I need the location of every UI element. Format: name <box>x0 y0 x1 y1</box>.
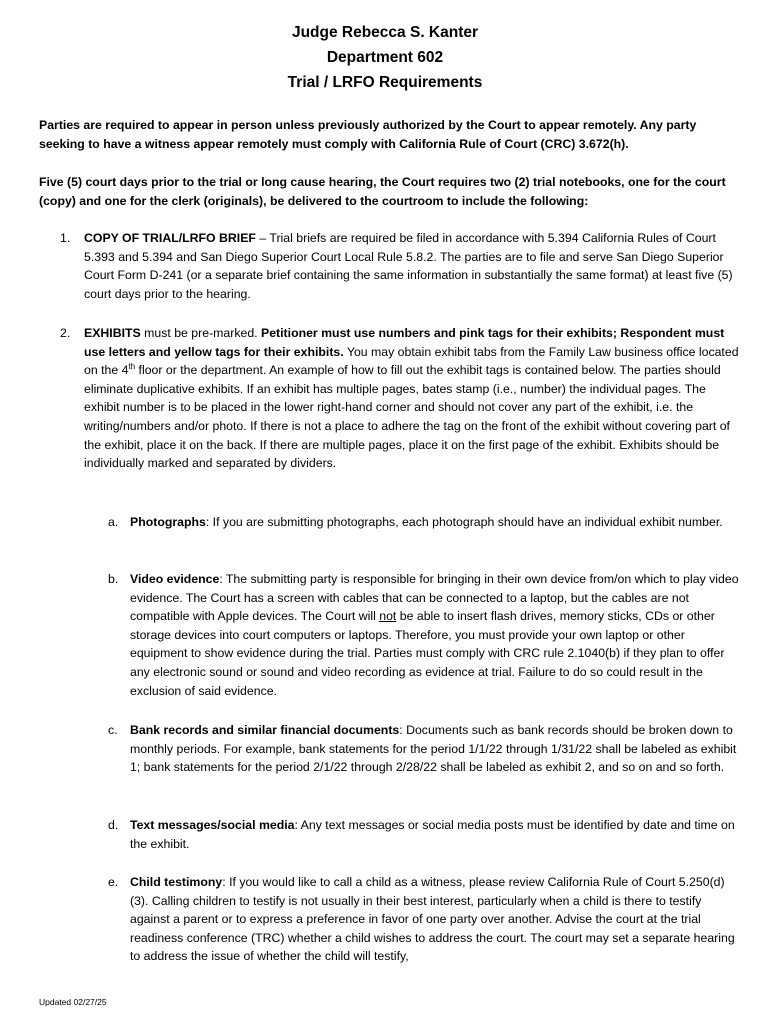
subitem-letter: e. <box>108 875 119 889</box>
subitem-child-testimony <box>130 873 742 966</box>
subitem-photographs <box>130 513 742 532</box>
page-title: Trial / LRFO Requirements <box>287 74 483 91</box>
subitem-text: : Any text messages or social media posts must be identified by date and time on the exhibit. <box>130 818 735 851</box>
subitem-letter: c. <box>108 723 118 737</box>
notebooks-paragraph: Five (5) court days prior to the trial or long cause hearing, the Court requires two (2) trial notebooks, one for the court (copy) and one for the clerk (originals), be delivered to the courtroom to include the following: <box>39 175 726 208</box>
subitem-letter: d. <box>108 818 119 832</box>
list-item-exhibits <box>84 324 740 473</box>
subitem-text: : Documents such as bank records should be broken down to monthly periods. For example, bank statements for the period 1/1/22 through 1/31/22 shall be labeled as exhibit 1; bank statements for the period 2/1/22 through 2/28/22 shall be labeled as exhibit 2, and so on and so forth. <box>130 723 737 775</box>
appearance-paragraph: Parties are required to appear in person unless previously authorized by the Court to appear remotely. Any party seeking to have a witness appear remotely must comply with California Rule of Court (CRC) 3.672(h). <box>39 118 697 151</box>
department: Department 602 <box>326 49 444 66</box>
item-text: – Trial briefs are required be filed in accordance with 5.394 California Rules of Court 5.393 and 5.394 and San Diego Superior Court Local Rule 5.8.2. The parties are to file and serve San Diego Superior Court Form D-241 (or a separate brief containing the same information in substantially the same format) at least five (5) court days prior to the hearing. <box>84 231 733 301</box>
subitem-text: : The submitting party is responsible for bringing in their own device from/on which to play video evidence. The Court has a screen with cables that can be connected to a laptop, but the cables are not compatible with Apple devices. The Court will <box>130 572 739 624</box>
subitem-text-messages <box>130 816 742 853</box>
superscript: th <box>128 362 136 372</box>
judge-name: Judge Rebecca S. Kanter <box>291 24 479 41</box>
item-text: floor or the department. An example of how to fill out the exhibit tags is contained below. The parties should eliminate duplicative exhibits. If an exhibit has multiple pages, bates stamp (i.e., number) the individual pages. The exhibit number is to be placed in the lower right-hand corner and should not cover any part of the exhibit, i.e. the writing/numbers and/or photo. If there is not a place to adhere the tag on the front of the exhibit without covering part of the exhibit, place it on the back. If there are multiple pages, place it on the first page of the exhibit. Exhibits should be individually marked and separated by dividers. <box>84 363 730 471</box>
subitem-heading: Text messages/social media <box>130 818 295 832</box>
updated-date: Updated 02/27/25 <box>39 997 107 1007</box>
underlined-word: not <box>379 609 397 624</box>
list-item-trial-brief <box>84 229 740 303</box>
subitem-letter: b. <box>108 572 119 586</box>
subitem-text: be able to insert flash drives, memory sticks, CDs or other storage devices into court computers or laptops. Therefore, you must provide your own laptop or other equipment to show evidence during the trial. Parties must comply with CRC rule 2.1040(b) if they plan to offer any electronic sound or sound and video recording as evidence at trial. Failure to do so could result in the exclusion of said evidence. <box>130 609 725 698</box>
tag-rule: Petitioner must use numbers and pink tags for their exhibits; Respondent must use letters and yellow tags for their exhibits. <box>84 326 725 359</box>
item-number: 2. <box>60 326 71 340</box>
subitem-heading: Video evidence <box>130 572 220 586</box>
subitem-letter: a. <box>108 515 119 529</box>
subitem-heading: Bank records and similar financial documents <box>130 723 400 737</box>
item-text: must be pre-marked. <box>140 326 261 340</box>
subitem-bank-records <box>130 721 742 777</box>
item-text: You may obtain exhibit tabs from the Family Law business office located on the 4 <box>84 344 739 378</box>
subitem-heading: Child testimony <box>130 875 223 889</box>
subitem-video-evidence <box>130 570 742 700</box>
item-number: 1. <box>60 231 71 245</box>
subitem-text: : If you are submitting photographs, each photograph should have an individual exhibit number. <box>205 515 723 529</box>
subitem-text: : If you would like to call a child as a witness, please review California Rule of Court 5.250(d)(3). Calling children to testify is not usually in their best interest, particularly when a child is there to testify against a parent or to express a preference in favor of one party over another. Advise the court at the trial readiness conference (TRC) whether a child wishes to address the court. The court may set a separate hearing to address the issue of whether the child will testify, <box>130 875 735 964</box>
item-heading: COPY OF TRIAL/LRFO BRIEF <box>84 231 256 245</box>
item-heading: EXHIBITS <box>84 326 141 340</box>
subitem-heading: Photographs <box>130 515 206 529</box>
